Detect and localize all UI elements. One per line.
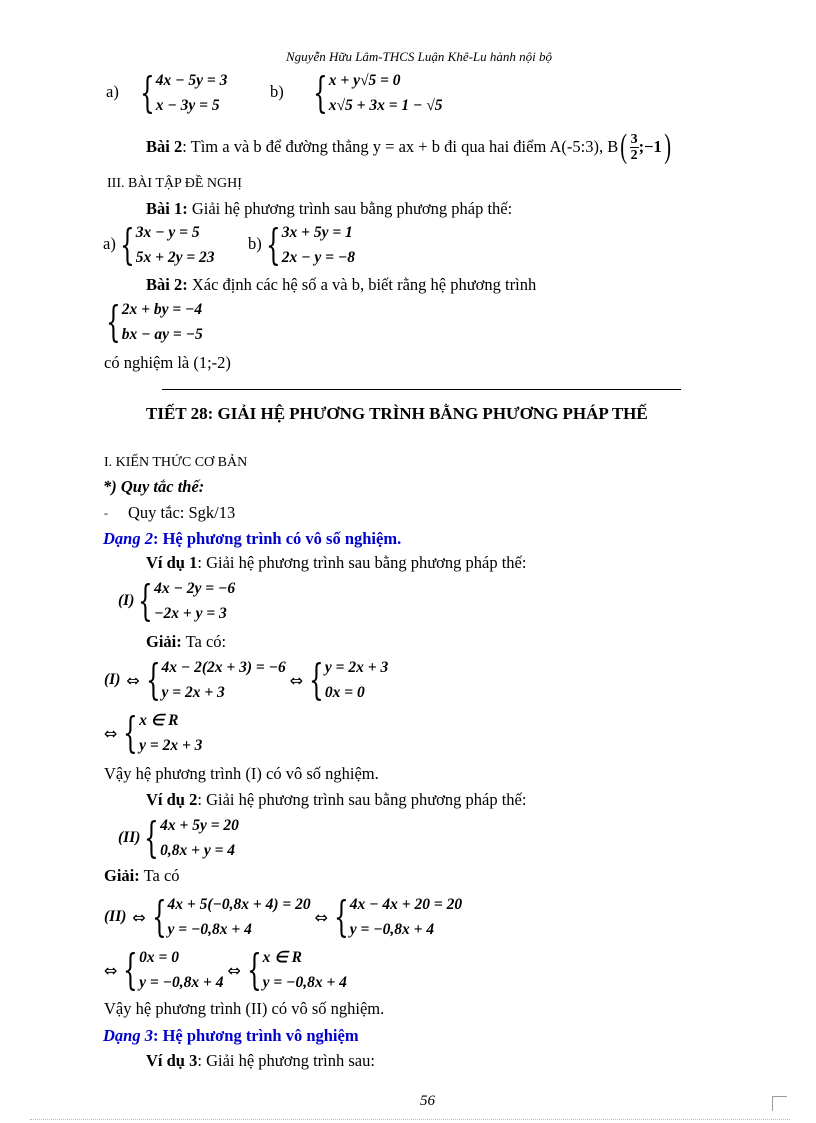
section3-b-label: b): [248, 234, 262, 253]
vidu2-step2: [104, 945, 347, 995]
equation: x ∈ R: [262, 949, 302, 966]
section3-bai1: Bài 1: Giải hệ phương trình sau bằng phương pháp thế:: [146, 199, 513, 218]
brace-icon: {: [140, 68, 155, 117]
brace-icon: {: [309, 655, 324, 704]
equation: 0x = 0: [324, 684, 365, 701]
divider: [162, 389, 681, 390]
equation: y = 2x + 3: [161, 684, 225, 701]
section1-title: I. KIẾN THỨC CƠ BẢN: [104, 455, 248, 470]
brace-icon: {: [266, 220, 281, 269]
equivalence-icon: ⇔: [104, 723, 118, 743]
brace-icon: {: [145, 655, 161, 704]
vidu2-heading: Ví dụ 2: Giải hệ phương trình sau bằng phương pháp thế:: [146, 790, 527, 809]
equation: y = −0,8x + 4: [349, 921, 435, 938]
equation: y = 2x + 3: [139, 737, 203, 754]
equation: 2x + by = −4: [121, 301, 203, 318]
equivalence-icon: ⇔: [104, 960, 118, 980]
vidu1-heading: Ví dụ 1: Giải hệ phương trình sau bằng phương pháp thế:: [146, 553, 527, 572]
equation: 3x − y = 5: [135, 224, 200, 241]
equivalence-icon: ⇔: [289, 670, 304, 690]
page-header: Nguyễn Hữu Lâm-THCS Luận Khê-Lu hành nội bộ: [286, 49, 553, 64]
brace-icon: {: [138, 576, 154, 625]
vidu1-conclusion: Vậy hệ phương trình (I) có vô số nghiệm.: [104, 764, 379, 783]
corner-mark: [772, 1096, 787, 1111]
bai2-top-text: : Tìm a và b để đường thẳng y = ax + b đi qua hai điểm A(-5:3), B: [182, 137, 619, 156]
brace-icon: {: [246, 945, 262, 994]
equivalence-icon: ⇔: [132, 907, 146, 927]
equation: 4x − 4x + 20 = 20: [349, 896, 463, 913]
equation: 4x − 2y = −6: [154, 580, 236, 597]
section3-bai2-system: [104, 297, 203, 347]
vidu2-step1: (II) ⇔ { 4x + 5(−0,8x + 4) = 20 y = −0,8x + 4 ⇔ { 4x − 4x + 20 = 20 y = −0,8x + 4: [104, 892, 463, 941]
rule-text: Quy tắc: Sgk/13: [128, 503, 236, 522]
dang3-heading: Dạng 3: Hệ phương trình vô nghiệm: [103, 1026, 359, 1045]
equation: y = −0,8x + 4: [262, 974, 347, 991]
equation: 4x − 2(2x + 3) = −6: [161, 659, 286, 676]
equation: 2x − y = −8: [281, 249, 355, 266]
equation: 3x + 5y = 1: [281, 224, 353, 241]
bai2-top-label: Bài 2: [146, 137, 183, 156]
equivalence-icon: ⇔: [126, 670, 140, 690]
brace-icon: {: [151, 892, 167, 941]
bai2-top-tail: ;−1: [638, 137, 662, 156]
equation: 4x + 5(−0,8x + 4) = 20: [167, 896, 311, 913]
equation: 0,8x + y = 4: [160, 842, 236, 859]
equation: −2x + y = 3: [154, 605, 227, 622]
section3-a-system: [118, 220, 215, 270]
ex1-a-label: a): [106, 82, 119, 101]
equivalence-icon: ⇔: [314, 907, 329, 927]
section3-b-system: [264, 220, 355, 270]
equation: x + y√5 = 0: [328, 72, 401, 89]
fraction: $\frac{3}{2}$: [630, 131, 638, 163]
equation: y = 2x + 3: [324, 659, 389, 676]
brace-icon: {: [144, 813, 160, 862]
equation: y = −0,8x + 4: [139, 974, 224, 991]
brace-icon: {: [123, 945, 139, 994]
equation: x√5 + 3x = 1 − √5: [328, 97, 443, 114]
vidu2-system: (II) { 4x + 5y = 20 0,8x + y = 4: [118, 813, 239, 862]
equivalence-icon: ⇔: [227, 960, 241, 980]
brace-icon: {: [123, 708, 139, 757]
vidu3-heading: Ví dụ 3: Giải hệ phương trình sau:: [146, 1051, 375, 1070]
bai2-top: Bài 2 : Tìm a và b để đường thẳng y = ax + b đi qua hai điểm A(-5:3), B ( $\frac{3}{2}$ ;−1 ): [146, 128, 671, 165]
brace-icon: {: [106, 297, 121, 346]
equation: 4x + 5y = 20: [160, 817, 239, 834]
vidu2-conclusion: Vậy hệ phương trình (II) có vô số nghiệm.: [104, 999, 385, 1018]
brace-icon: {: [334, 892, 349, 941]
vidu1-giai: Giải: Ta có:: [146, 632, 227, 651]
section3-a-label: a): [103, 234, 116, 253]
vidu2-giai: Giải: Ta có: [104, 866, 180, 885]
ex1-a-system: [138, 68, 227, 118]
ex1-b-system: [311, 68, 443, 118]
equation: x − 3y = 5: [155, 97, 220, 114]
brace-icon: {: [313, 68, 328, 117]
vidu1-step1: (I) ⇔ { 4x − 2(2x + 3) = −6 y = 2x + 3 ⇔ { y = 2x + 3 0x = 0: [104, 655, 389, 704]
vidu1-step2: [104, 708, 202, 758]
equation: y = −0,8x + 4: [167, 921, 252, 938]
section3-bai2: Bài 2: Xác định các hệ số a và b, biết rằng hệ phương trình: [146, 275, 537, 294]
section3-solution: có nghiệm là (1;-2): [104, 353, 231, 372]
rule-bullet: -: [104, 506, 108, 520]
footer-rule: [30, 1119, 790, 1120]
equation: 0x = 0: [139, 949, 179, 966]
equation: bx − ay = −5: [121, 326, 203, 343]
ex1-b-label: b): [270, 82, 284, 101]
lesson-title: TIẾT 28: GIẢI HỆ PHƯƠNG TRÌNH BẰNG PHƯƠNG PHÁP THẾ: [146, 404, 648, 423]
brace-icon: {: [120, 220, 135, 269]
vidu1-system: (I) { 4x − 2y = −6 −2x + y = 3: [118, 576, 236, 625]
equation: 5x + 2y = 23: [135, 249, 215, 266]
dang2-heading: Dạng 2: Hệ phương trình có vô số nghiệm.: [103, 529, 402, 548]
page-number: 56: [420, 1093, 435, 1109]
equation: x ∈ R: [139, 712, 179, 729]
section3-title: III. BÀI TẬP ĐỀ NGHỊ: [107, 176, 242, 191]
rule-heading: *) Quy tắc thế:: [103, 477, 205, 496]
equation: 4x − 5y = 3: [155, 72, 228, 89]
